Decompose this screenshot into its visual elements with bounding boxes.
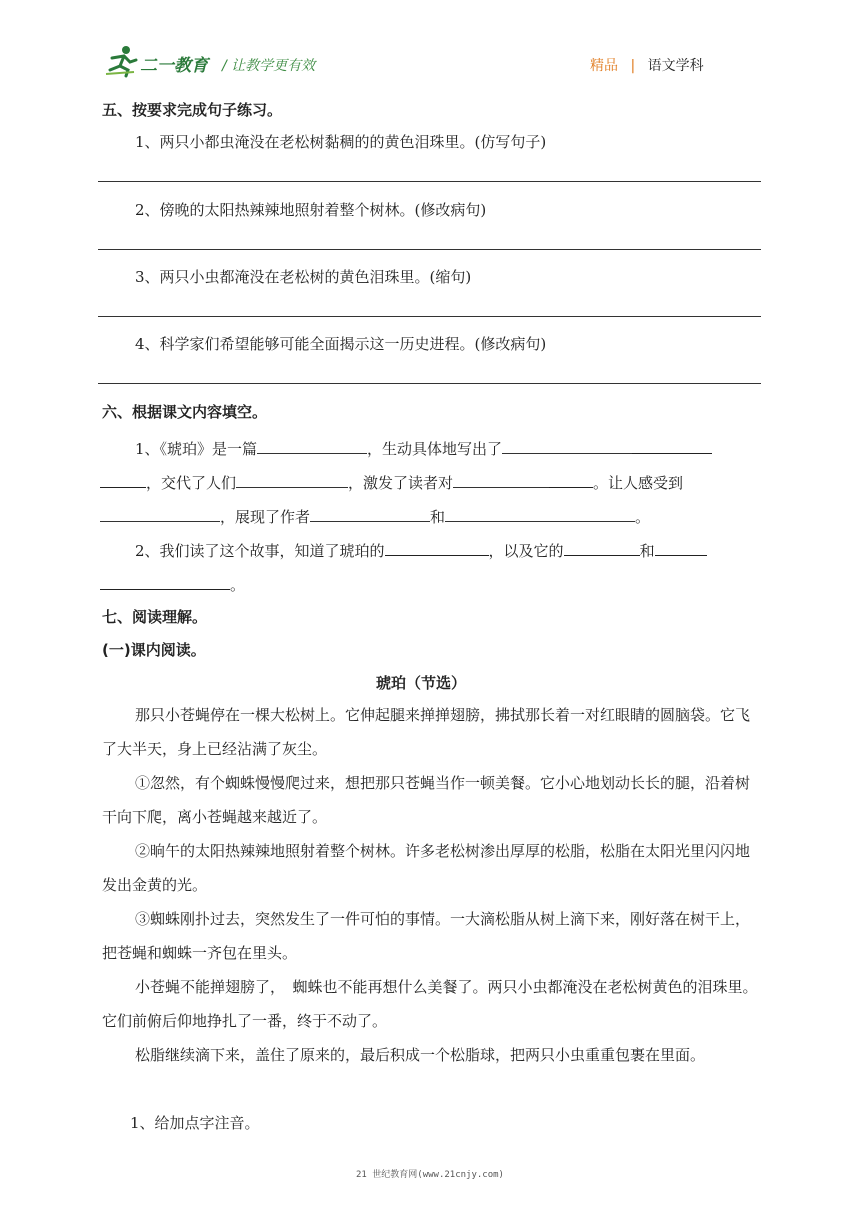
blank [453,470,549,488]
section7-subtitle: (一)课内阅读。 [102,641,206,659]
passage-paragraph: 小苍蝇不能掸翅膀了， 蜘蛛也不能再想什么美餐了。两只小虫都淹没在老松树黄色的泪珠里。它们前俯后仰地挣扎了一番，终于不动了。 [102,978,758,1030]
blank [310,504,430,522]
fill-line-3: ，展现了作者 和 。 [100,504,650,527]
header-logo [104,44,216,78]
blank [632,436,712,454]
fill-line-5: 。 [100,572,245,595]
passage-paragraph: ①忽然，有个蜘蛛慢慢爬过来，想把那只苍蝇当作一顿美餐。它小心地划动长长的腿，沿着树干向下爬，离小苍蝇越来越近了。 [102,774,751,826]
section7-title: 七、阅读理解。 [102,608,208,626]
section6-title: 六、根据课文内容填空。 [102,403,268,421]
passage-title: 琥珀（节选） [376,674,467,692]
blank [257,436,367,454]
answer-line [98,383,761,384]
blank [385,538,489,556]
passage-paragraph: 那只小苍蝇停在一棵大松树上。它伸起腿来掸掸翅膀，拂拭那长着一对红眼睛的圆脑袋。它飞了大半天，身上已经沾满了灰尘。 [102,706,751,758]
blank [655,538,707,556]
blank [549,470,593,488]
footer-text: 21 世纪教育网(www.21cnjy.com) [356,1170,504,1180]
runner-logo-icon [104,44,140,78]
passage-paragraph: 松脂继续滴下来，盖住了原来的，最后积成一个松脂球，把两只小虫重重包裹在里面。 [135,1046,706,1064]
section5-item-3: 3、两只小虫都淹没在老松树的黄色泪珠里。(缩句) [135,268,472,286]
section5-item-4: 4、科学家们希望能够可能全面揭示这一历史进程。(修改病句) [135,335,547,353]
fill-line-4: 2、我们读了这个故事，知道了琥珀的 ，以及它的 和 [135,538,707,561]
fill-line-1: 1、《琥珀》是一篇 ，生动具体地写出了 [135,436,712,459]
question-1: 1、给加点字注音。 [130,1114,260,1132]
header-brand [590,55,704,75]
blank [502,436,632,454]
blank [236,470,348,488]
passage-paragraph: ②晌午的太阳热辣辣地照射着整个树林。许多老松树渗出厚厚的松脂，松脂在太阳光里闪闪地发出金黄的光。 [102,842,751,894]
blank [100,470,146,488]
brand-right: 语文学科 [647,58,704,74]
section5-item-2: 2、傍晚的太阳热辣辣地照射着整个树林。(修改病句) [135,201,487,219]
blank [100,504,220,522]
blank [445,504,635,522]
logo-text: 二一教育 [140,56,208,76]
header-slogan: / 让教学更有效 [222,58,316,74]
answer-line [98,316,761,317]
section5-item-1: 1、两只小都虫淹没在老松树黏稠的的黄色泪珠里。(仿写句子) [135,133,547,151]
section5-title: 五、按要求完成句子练习。 [102,101,283,119]
passage-paragraph: ③蜘蛛刚扑过去，突然发生了一件可怕的事情。一大滴松脂从树上滴下来，刚好落在树干上，把苍蝇和蜘蛛一齐包在里头。 [102,910,751,962]
blank [100,572,230,590]
fill-line-2: ，交代了人们 ，激发了读者对 。让人感受到 [100,470,683,493]
answer-line [98,249,761,250]
blank [564,538,640,556]
brand-left: 精品 [590,58,618,74]
answer-line [98,181,761,182]
brand-separator: | [630,58,636,74]
